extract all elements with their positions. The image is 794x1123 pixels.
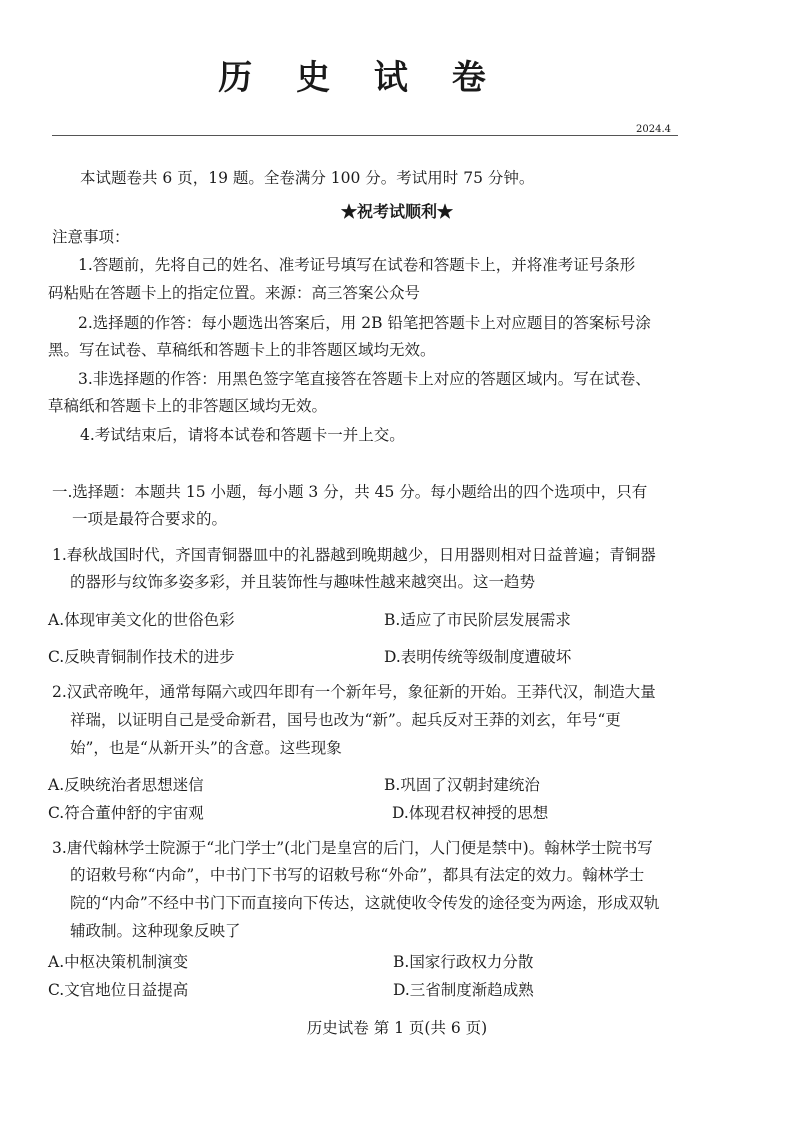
- question-1-option-b: B.适应了市民阶层发展需求: [384, 611, 571, 629]
- page-title: 历 史 试 卷: [218, 58, 502, 98]
- notes-line: 码粘贴在答题卡上的指定位置。来源：高三答案公众号: [48, 284, 421, 302]
- question-3-text: 的诏敕号称“内命”，中书门下书写的诏敕号称“外命”，都具有法定的效力。翰林学士: [70, 866, 645, 884]
- question-1-option-d: D.表明传统等级制度遭破坏: [384, 648, 572, 666]
- exam-date: 2024.4: [636, 124, 671, 135]
- question-3-option-b: B.国家行政权力分散: [393, 953, 534, 971]
- page-footer: 历史试卷 第 1 页(共 6 页): [306, 1019, 488, 1037]
- question-3-text: 3.唐代翰林学士院源于“北门学士”(北门是皇宫的后门，人门便是禁中)。翰林学士院书写: [52, 839, 653, 857]
- question-3-text: 院的“内命”不经中书门下而直接向下传达，这就使收令传发的途径变为两途，形成双轨: [70, 894, 660, 912]
- question-2-option-a: A.反映统治者思想迷信: [48, 776, 204, 794]
- question-1-text: 的器形与纹饰多姿多彩，并且装饰性与趣味性越来越突出。这一趋势: [70, 573, 536, 591]
- question-3-option-a: A.中枢决策机制演变: [48, 953, 189, 971]
- section-heading: 一.选择题：本题共 15 小题，每小题 3 分，共 45 分。每小题给出的四个选项中，只有: [52, 483, 648, 501]
- notes-line: 1.答题前，先将自己的姓名、准考证号填写在试卷和答题卡上，并将准考证号条形: [78, 256, 636, 274]
- question-2-text: 始”，也是“从新开头”的含意。这些现象: [70, 739, 342, 757]
- question-3-option-c: C.文官地位日益提高: [48, 981, 189, 999]
- notes-line: 2.选择题的作答：每小题选出答案后，用 2B 铅笔把答题卡上对应题目的答案标号涂: [78, 314, 651, 332]
- question-2-option-d: D.体现君权神授的思想: [392, 804, 549, 822]
- question-2-text: 2.汉武帝晚年，通常每隔六或四年即有一个新年号，象征新的开始。王莽代汉，制造大量: [52, 683, 656, 701]
- header-divider: [52, 135, 678, 136]
- notes-line: 黑。写在试卷、草稿纸和答题卡上的非答题区域均无效。: [48, 341, 436, 359]
- question-1-option-c: C.反映青铜制作技术的进步: [48, 648, 235, 666]
- question-1-text: 1.春秋战国时代，齐国青铜器皿中的礼器越到晚期越少，日用器则相对日益普遍；青铜器: [52, 546, 656, 564]
- question-3-text: 辅政制。这种现象反映了: [70, 922, 241, 940]
- notes-line: 3.非选择题的作答：用黑色签字笔直接答在答题卡上对应的答题区域内。写在试卷、: [78, 370, 651, 388]
- question-3-option-d: D.三省制度渐趋成熟: [393, 981, 534, 999]
- question-2-option-b: B.巩固了汉朝封建统治: [384, 776, 540, 794]
- notes-line: 4.考试结束后，请将本试卷和答题卡一并上交。: [80, 426, 405, 444]
- notes-heading: 注意事项：: [52, 228, 130, 246]
- question-2-option-c: C.符合董仲舒的宇宙观: [48, 804, 204, 822]
- exam-intro: 本试题卷共 6 页，19 题。全卷满分 100 分。考试用时 75 分钟。: [80, 169, 535, 187]
- notes-line: 草稿纸和答题卡上的非答题区域均无效。: [48, 397, 328, 415]
- question-2-text: 祥瑞，以证明自己是受命新君，国号也改为“新”。起兵反对王莽的刘玄，年号“更: [70, 711, 621, 729]
- question-1-option-a: A.体现审美文化的世俗色彩: [48, 611, 235, 629]
- section-heading: 一项是最符合要求的。: [72, 510, 228, 528]
- blessing-text: ★祝考试顺利★: [340, 202, 453, 221]
